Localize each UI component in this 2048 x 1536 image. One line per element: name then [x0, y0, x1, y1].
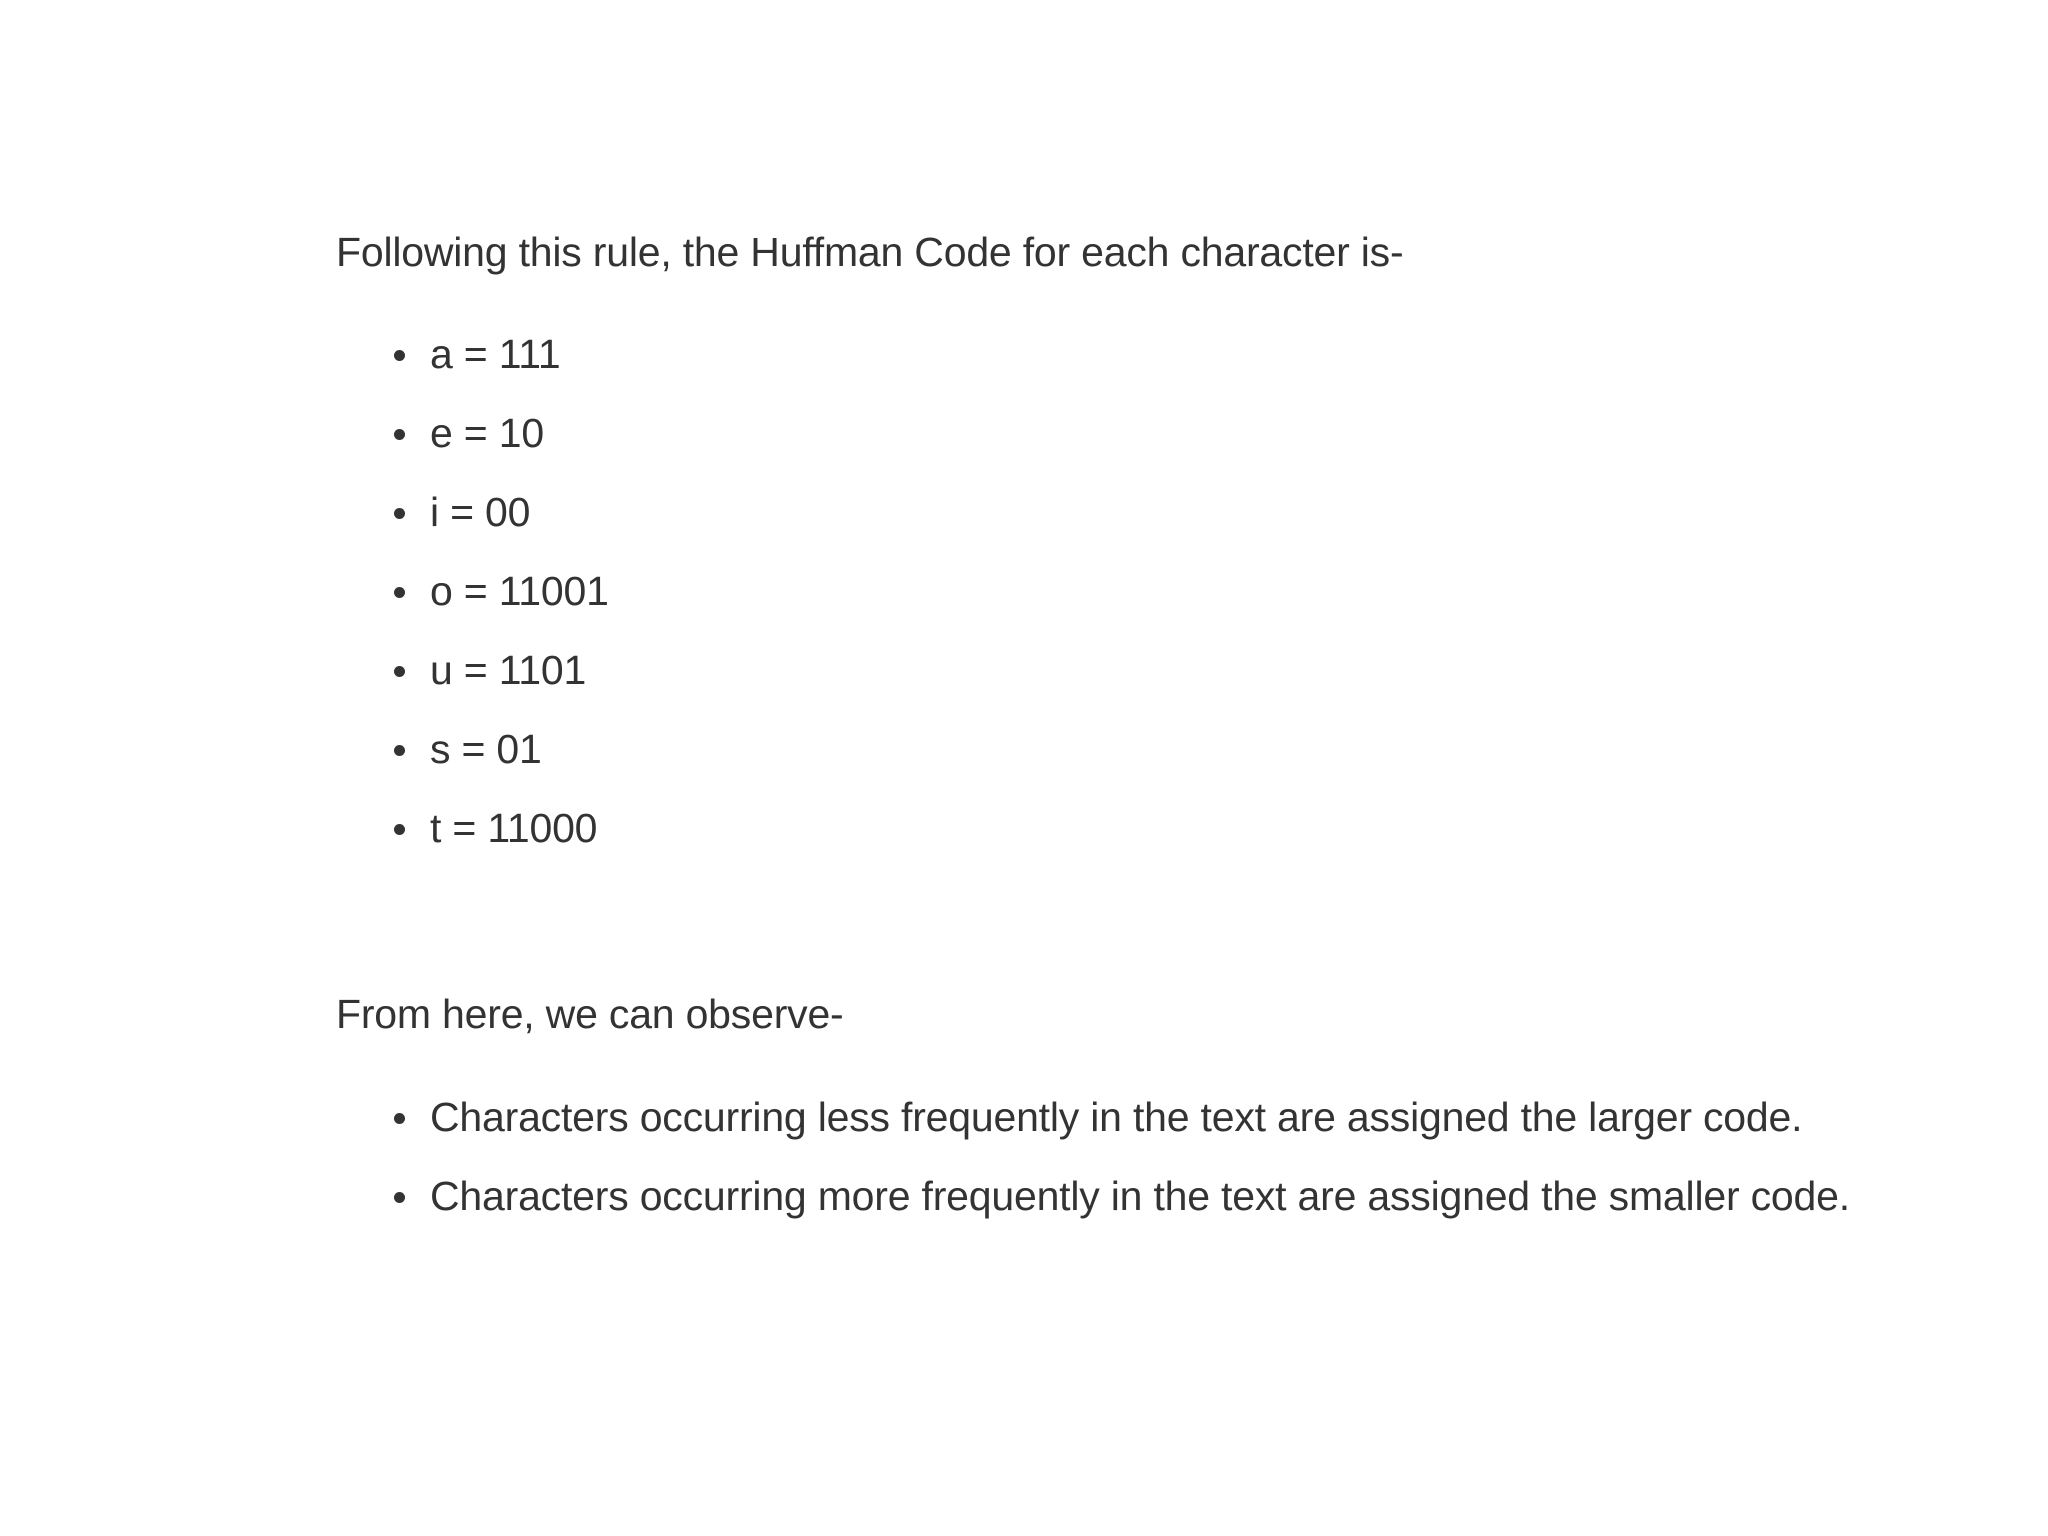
intro-paragraph: Following this rule, the Huffman Code for each character is-: [336, 229, 1404, 275]
observe-paragraph: From here, we can observe-: [336, 991, 844, 1037]
code-entry: o = 11001: [430, 568, 609, 614]
list-item: [336, 1172, 1850, 1251]
list-item: [336, 488, 609, 567]
list-item: [336, 567, 609, 646]
code-entry: u = 1101: [430, 647, 587, 693]
bullet-icon: [394, 745, 405, 756]
code-entry: e = 10: [430, 410, 544, 456]
bullet-icon: [394, 824, 405, 835]
bullet-icon: [394, 587, 405, 598]
list-item: [336, 646, 609, 725]
bullet-icon: [394, 1192, 405, 1203]
list-item: [336, 330, 609, 409]
bullet-icon: [394, 666, 405, 677]
bullet-icon: [394, 1113, 405, 1124]
huffman-code-list: [336, 330, 609, 883]
code-entry: s = 01: [430, 726, 542, 772]
list-item: [336, 1093, 1850, 1172]
code-entry: i = 00: [430, 489, 531, 535]
bullet-icon: [394, 429, 405, 440]
observation-text: Characters occurring less frequently in the text are assigned the larger code.: [430, 1094, 1803, 1140]
bullet-icon: [394, 350, 405, 361]
observation-list: [336, 1093, 1850, 1251]
list-item: [336, 804, 609, 883]
list-item: [336, 409, 609, 488]
observation-text: Characters occurring more frequently in the text are assigned the smaller code.: [430, 1173, 1850, 1219]
code-entry: a = 111: [430, 331, 561, 377]
code-entry: t = 11000: [430, 805, 598, 851]
list-item: [336, 725, 609, 804]
bullet-icon: [394, 508, 405, 519]
